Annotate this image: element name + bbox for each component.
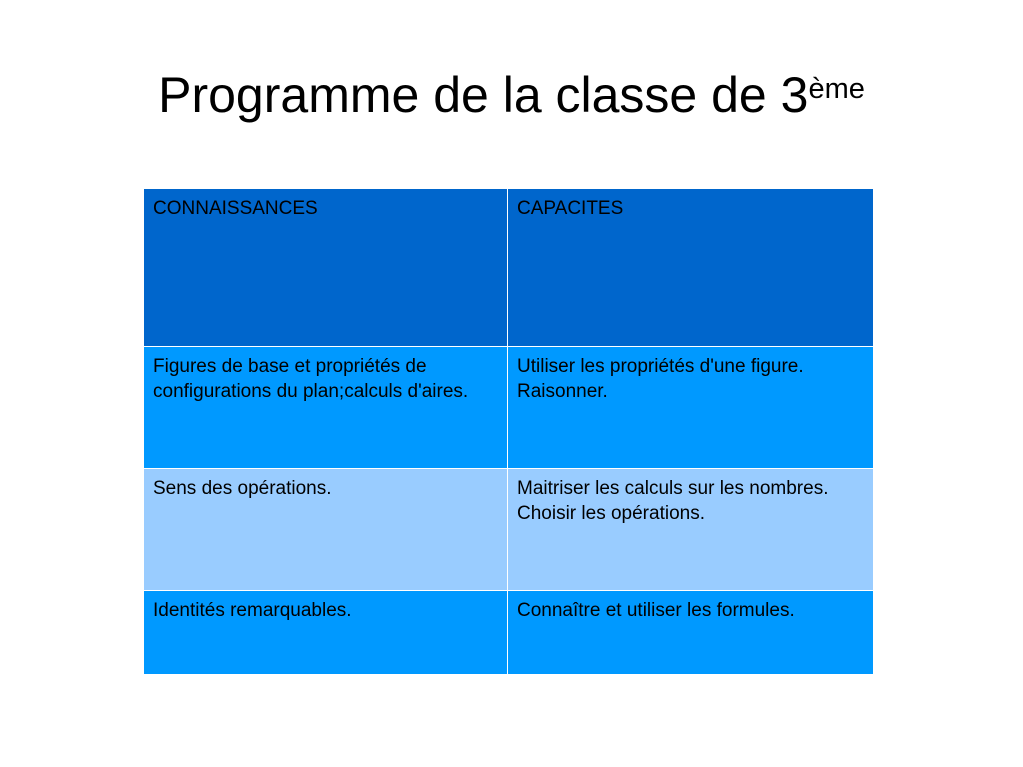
cell-text: Figures de base et propriétés de configurations du plan;calculs d'aires. [153,356,469,402]
cell-text: Utiliser les propriétés d'une figure. Raisonner. [517,356,804,402]
table-row [144,591,874,675]
cell-text: Maitriser les calculs sur les nombres. Choisir les opérations. [517,478,829,524]
header-label-capacites: CAPACITES [517,198,624,219]
table-cell-capacite [508,591,874,675]
table-row [144,347,874,469]
header-cell-connaissances [144,189,508,347]
table-row [144,469,874,591]
cell-text: Identités remarquables. [153,600,352,621]
table-cell-connaissance [144,347,508,469]
title-superscript: ème [808,73,865,105]
table-cell-connaissance [144,591,508,675]
cell-text: Sens des opérations. [153,478,332,499]
cell-text: Connaître et utiliser les formules. [517,600,795,621]
slide-title [0,60,1023,130]
program-table [143,188,874,675]
table-cell-capacite [508,347,874,469]
table-cell-capacite [508,469,874,591]
header-label-connaissances: CONNAISSANCES [153,198,318,219]
table-header-row [144,189,874,347]
title-text: Programme de la classe de 3 [158,67,809,123]
table-cell-connaissance [144,469,508,591]
header-cell-capacites [508,189,874,347]
